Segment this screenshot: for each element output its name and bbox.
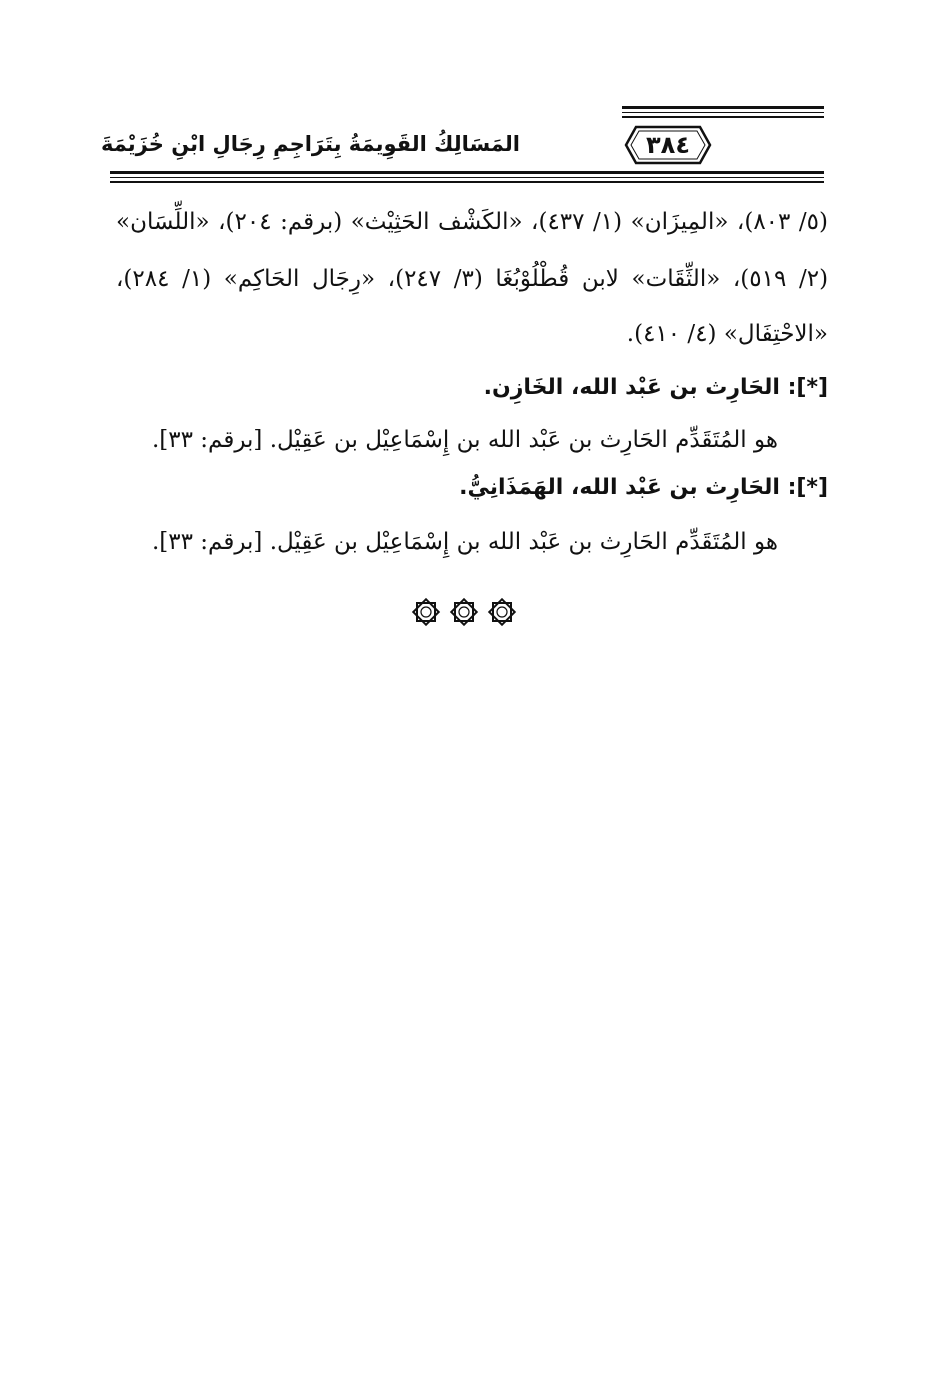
eight-pointed-star-icon — [411, 597, 441, 627]
body-line: (٥/ ٨٠٣)، «المِيزَان» (١/ ٤٣٧)، «الكَشْف الحَثِيْث» (برقم: ٢٠٤)، «اللِّسَان» — [116, 209, 829, 235]
running-title: المَسَالِكُ القَوِيمَةُ بِتَرَاجِمِ رِجَالِ ابْنِ خُزَيْمَةَ — [100, 132, 520, 156]
header-rule — [622, 106, 824, 109]
page-number-frame — [624, 124, 712, 166]
header-rule — [110, 177, 824, 178]
section-end-ornament — [409, 595, 519, 629]
body-line: (٢/ ٥١٩)، «الثِّقَات» لابن قُطْلُوْبُغَا (٣/ ٢٤٧)، «رِجَال الحَاكِم» (١/ ٢٨٤)، — [116, 266, 829, 292]
entry-text: هو المُتَقَدِّم الحَارِث بن عَبْد الله بن إِسْمَاعِيْل بن عَقِيْل. [برقم: ٣٣]. — [151, 529, 778, 555]
header-rule — [110, 181, 824, 183]
header-rule — [622, 116, 824, 118]
entry-heading: [*]: الحَارِث بن عَبْد الله، الهَمَذَانِيُّ. — [459, 475, 828, 500]
entry-text: هو المُتَقَدِّم الحَارِث بن عَبْد الله بن إِسْمَاعِيْل بن عَقِيْل. [برقم: ٣٣]. — [151, 427, 778, 453]
page-number: ٣٨٤ — [646, 131, 690, 159]
entry-heading: [*]: الحَارِث بن عَبْد الله، الخَازِن. — [483, 375, 828, 400]
eight-pointed-star-icon — [487, 597, 517, 627]
header-rule — [622, 112, 824, 113]
header-rule — [110, 171, 824, 174]
body-line: «الاحْتِفَال» (٤/ ٤١٠). — [626, 321, 828, 347]
eight-pointed-star-icon — [449, 597, 479, 627]
